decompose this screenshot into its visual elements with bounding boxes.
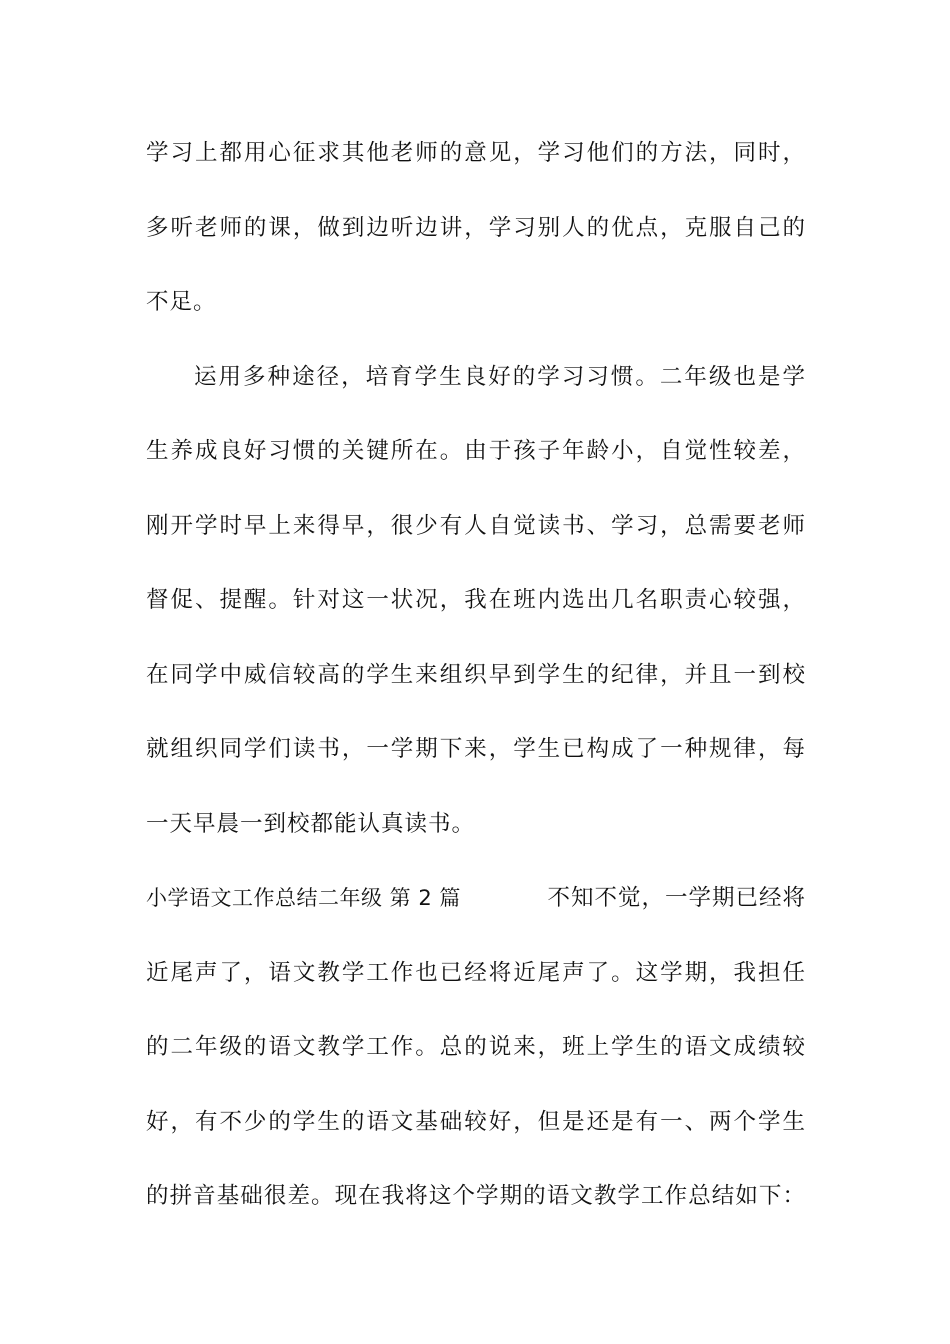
section-heading: 小学语文工作总结二年级 第 2 篇 — [146, 886, 461, 910]
paragraph-line: 不足。 — [146, 289, 217, 315]
section-heading-row — [146, 873, 806, 948]
paragraph-line: 的二年级的语文教学工作。总的说来，班上学生的语文成绩较 — [146, 1034, 806, 1060]
paragraph-line: 多听老师的课，做到边听边讲，学习别人的优点，克服自己的 — [146, 214, 806, 241]
paragraph-line: 生养成良好习惯的关键所在。由于孩子年龄小，自觉性较差， — [146, 438, 806, 464]
paragraph-line: 的拼音基础很差。现在我将这个学期的语文教学工作总结如下： — [146, 1183, 806, 1209]
paragraph-line: 不知不觉，一学期已经将 — [547, 885, 806, 911]
paragraph-line: 在同学中威信较高的学生来组织早到学生的纪律，并且一到校 — [146, 661, 806, 688]
document-body — [146, 128, 806, 1246]
paragraph-line: 刚开学时早上来得早，很少有人自觉读书、学习，总需要老师 — [146, 512, 806, 539]
paragraph-line: 就组织同学们读书，一学期下来，学生已构成了一种规律，每 — [146, 736, 806, 762]
paragraph-line: 一天早晨一到校都能认真读书。 — [146, 810, 476, 837]
paragraph-line: 督促、提醒。针对这一状况，我在班内选出几名职责心较强， — [146, 587, 806, 613]
paragraph-line: 运用多种途径，培育学生良好的学习习惯。二年级也是学 — [194, 363, 806, 390]
paragraph-line: 近尾声了，语文教学工作也已经将近尾声了。这学期，我担任 — [146, 959, 806, 986]
paragraph-line: 学习上都用心征求其他老师的意见，学习他们的方法，同时， — [146, 140, 806, 166]
paragraph-line: 好，有不少的学生的语文基础较好，但是还是有一、两个学生 — [146, 1108, 806, 1135]
